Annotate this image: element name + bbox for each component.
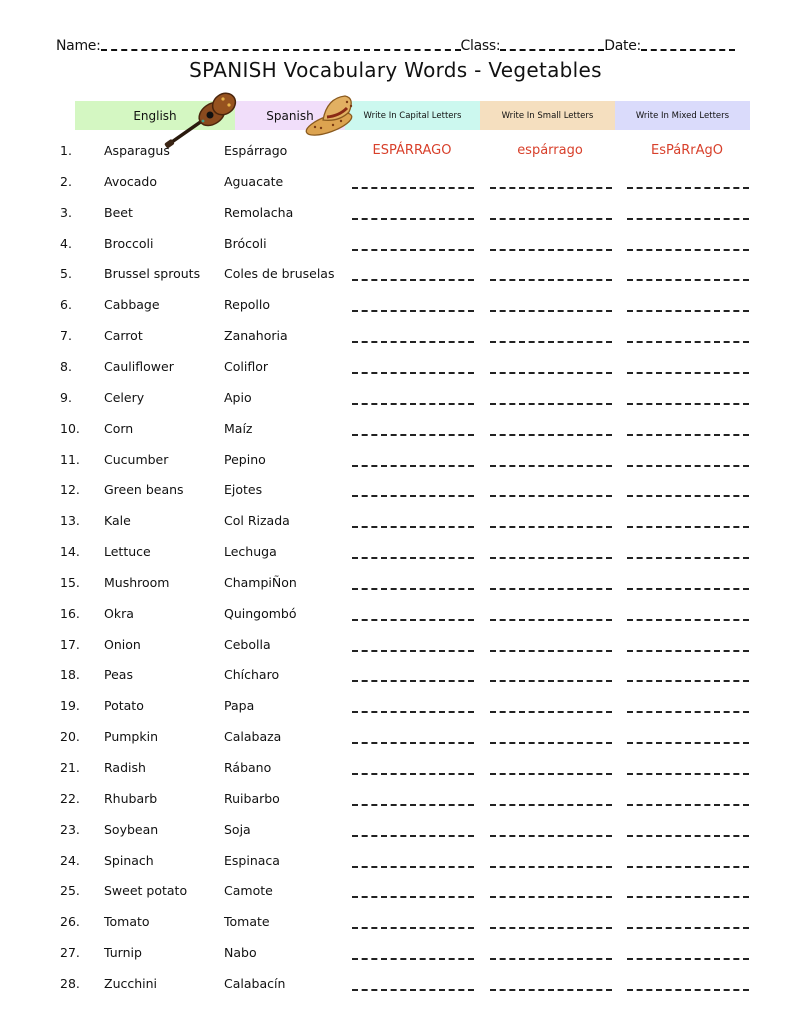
example-small: espárrago xyxy=(517,143,583,158)
vocab-row xyxy=(0,970,791,1000)
row-number: 14. xyxy=(60,544,80,560)
spanish-word: Rábano xyxy=(224,760,272,775)
english-word: Rhubarb xyxy=(104,790,158,806)
spanish-word: Tomate xyxy=(224,914,270,930)
mixed-answer-blank[interactable] xyxy=(627,279,749,281)
mixed-answer-blank[interactable] xyxy=(627,434,749,436)
capital-answer-blank[interactable] xyxy=(352,557,474,559)
english-word: Avocado xyxy=(104,173,157,189)
mixed-answer-blank[interactable] xyxy=(627,619,749,621)
english-word: Soybean xyxy=(104,821,159,837)
header-spanish: Spanish xyxy=(235,101,345,130)
header-small: Write In Small Letters xyxy=(480,101,615,130)
row-number: 13. xyxy=(60,513,80,529)
row-number: 18. xyxy=(60,667,80,683)
english-word: Cauliflower xyxy=(104,358,174,374)
row-number: 11. xyxy=(60,451,80,467)
vocab-row xyxy=(0,415,791,445)
vocab-row xyxy=(0,877,791,907)
vocab-row xyxy=(0,168,791,198)
small-answer-blank[interactable] xyxy=(490,896,612,898)
mixed-answer-blank[interactable] xyxy=(627,187,749,189)
class-label: Class: xyxy=(460,38,501,54)
row-number: 21. xyxy=(60,760,80,775)
small-answer-blank[interactable] xyxy=(490,773,612,775)
capital-answer-blank[interactable] xyxy=(352,804,474,806)
small-answer-blank[interactable] xyxy=(490,403,612,405)
capital-answer-blank[interactable] xyxy=(352,434,474,436)
spanish-word: Col Rizada xyxy=(224,513,290,529)
mixed-answer-blank[interactable] xyxy=(627,310,749,312)
vocab-row xyxy=(0,785,791,815)
vocab-row xyxy=(0,600,791,630)
english-word: Turnip xyxy=(104,945,142,961)
row-number: 23. xyxy=(60,821,80,837)
spanish-word: Calabaza xyxy=(224,729,282,745)
capital-answer-blank[interactable] xyxy=(352,495,474,497)
english-word: Peas xyxy=(104,667,133,683)
english-word: Lettuce xyxy=(104,544,151,560)
spanish-word: ChampiÑon xyxy=(224,574,297,590)
capital-answer-blank[interactable] xyxy=(352,989,474,991)
english-word: Okra xyxy=(104,605,134,621)
mixed-answer-blank[interactable] xyxy=(627,958,749,960)
small-answer-blank[interactable] xyxy=(490,989,612,991)
english-word: Onion xyxy=(104,636,141,652)
small-answer-blank[interactable] xyxy=(490,526,612,528)
english-word: Carrot xyxy=(104,328,143,344)
capital-answer-blank[interactable] xyxy=(352,249,474,251)
vocab-row xyxy=(0,446,791,476)
small-answer-blank[interactable] xyxy=(490,866,612,868)
name-label: Name: xyxy=(56,38,101,54)
vocab-row xyxy=(0,137,791,167)
capital-answer-blank[interactable] xyxy=(352,680,474,682)
small-answer-blank[interactable] xyxy=(490,958,612,960)
row-number: 20. xyxy=(60,729,80,745)
mixed-answer-blank[interactable] xyxy=(627,588,749,590)
small-answer-blank[interactable] xyxy=(490,680,612,682)
capital-answer-blank[interactable] xyxy=(352,835,474,837)
vocab-row xyxy=(0,847,791,877)
capital-answer-blank[interactable] xyxy=(352,927,474,929)
spanish-word: Brócoli xyxy=(224,235,267,251)
mixed-answer-blank[interactable] xyxy=(627,927,749,929)
spanish-word: Coles de bruselas xyxy=(224,266,335,282)
english-word: Broccoli xyxy=(104,235,154,251)
header-english: English xyxy=(75,101,235,130)
english-word: Cucumber xyxy=(104,451,169,467)
capital-answer-blank[interactable] xyxy=(352,958,474,960)
english-word: Spinach xyxy=(104,852,154,868)
vocab-row xyxy=(0,816,791,846)
capital-answer-blank[interactable] xyxy=(352,742,474,744)
spanish-word: Coliflor xyxy=(224,358,268,374)
english-word: Radish xyxy=(104,760,146,775)
vocab-row xyxy=(0,661,791,691)
english-word: Mushroom xyxy=(104,574,170,590)
student-info-line xyxy=(56,32,748,54)
row-number: 24. xyxy=(60,852,80,868)
row-number: 16. xyxy=(60,605,80,621)
mixed-answer-blank[interactable] xyxy=(627,557,749,559)
spanish-word: Espinaca xyxy=(224,852,280,868)
example-capital: ESPÁRRAGO xyxy=(372,143,452,158)
vocab-row xyxy=(0,260,791,290)
vocab-row xyxy=(0,538,791,568)
small-answer-blank[interactable] xyxy=(490,495,612,497)
date-label: Date: xyxy=(604,38,641,54)
row-number: 1. xyxy=(60,143,72,158)
spanish-word: Calabacín xyxy=(224,975,286,991)
small-answer-blank[interactable] xyxy=(490,218,612,220)
english-word: Sweet potato xyxy=(104,883,188,899)
small-answer-blank[interactable] xyxy=(490,249,612,251)
small-answer-blank[interactable] xyxy=(490,279,612,281)
english-word: Celery xyxy=(104,389,145,405)
spanish-word: Quingombó xyxy=(224,605,297,621)
mixed-answer-blank[interactable] xyxy=(627,650,749,652)
capital-answer-blank[interactable] xyxy=(352,650,474,652)
capital-answer-blank[interactable] xyxy=(352,619,474,621)
small-answer-blank[interactable] xyxy=(490,588,612,590)
mixed-answer-blank[interactable] xyxy=(627,711,749,713)
spanish-word: Remolacha xyxy=(224,204,294,220)
vocab-row xyxy=(0,230,791,260)
english-word: Potato xyxy=(104,698,144,714)
mixed-answer-blank[interactable] xyxy=(627,773,749,775)
row-number: 9. xyxy=(60,389,72,405)
row-number: 28. xyxy=(60,975,80,991)
row-number: 7. xyxy=(60,328,72,344)
capital-answer-blank[interactable] xyxy=(352,866,474,868)
capital-answer-blank[interactable] xyxy=(352,465,474,467)
mixed-answer-blank[interactable] xyxy=(627,341,749,343)
english-word: Brussel sprouts xyxy=(104,266,201,282)
english-word: Beet xyxy=(104,204,133,220)
page-title: SPANISH Vocabulary Words - Vegetables xyxy=(189,58,602,82)
capital-answer-blank[interactable] xyxy=(352,773,474,775)
capital-answer-blank[interactable] xyxy=(352,341,474,343)
spanish-word: Ejotes xyxy=(224,482,263,498)
vocab-row xyxy=(0,631,791,661)
row-number: 4. xyxy=(60,235,72,251)
vocab-row xyxy=(0,291,791,321)
vocab-row xyxy=(0,322,791,352)
mixed-answer-blank[interactable] xyxy=(627,896,749,898)
capital-answer-blank[interactable] xyxy=(352,896,474,898)
spanish-word: Ruibarbo xyxy=(224,790,280,806)
small-answer-blank[interactable] xyxy=(490,804,612,806)
vocab-row xyxy=(0,569,791,599)
mixed-answer-blank[interactable] xyxy=(627,372,749,374)
row-number: 25. xyxy=(60,883,80,899)
capital-answer-blank[interactable] xyxy=(352,526,474,528)
row-number: 12. xyxy=(60,482,80,498)
spanish-word: Nabo xyxy=(224,945,257,961)
capital-answer-blank[interactable] xyxy=(352,218,474,220)
vocab-row xyxy=(0,939,791,969)
spanish-word: Pepino xyxy=(224,451,266,467)
example-mixed: EsPáRrAgO xyxy=(651,143,723,158)
row-number: 2. xyxy=(60,173,72,189)
vocab-row xyxy=(0,199,791,229)
row-number: 26. xyxy=(60,914,80,930)
mixed-answer-blank[interactable] xyxy=(627,989,749,991)
vocab-row xyxy=(0,692,791,722)
english-word: Asparagus xyxy=(104,143,170,158)
small-answer-blank[interactable] xyxy=(490,650,612,652)
mixed-answer-blank[interactable] xyxy=(627,742,749,744)
vocab-row xyxy=(0,476,791,506)
small-answer-blank[interactable] xyxy=(490,927,612,929)
row-number: 8. xyxy=(60,358,72,374)
small-answer-blank[interactable] xyxy=(490,711,612,713)
mixed-answer-blank[interactable] xyxy=(627,218,749,220)
row-number: 15. xyxy=(60,574,80,590)
mixed-answer-blank[interactable] xyxy=(627,249,749,251)
vocab-row xyxy=(0,353,791,383)
vocab-row xyxy=(0,723,791,753)
capital-answer-blank[interactable] xyxy=(352,711,474,713)
mixed-answer-blank[interactable] xyxy=(627,495,749,497)
class-field[interactable] xyxy=(500,35,604,51)
spanish-word: Espárrago xyxy=(224,143,288,158)
name-field[interactable] xyxy=(101,35,461,51)
spanish-word: Papa xyxy=(224,698,255,714)
small-answer-blank[interactable] xyxy=(490,557,612,559)
spanish-word: Camote xyxy=(224,883,273,899)
small-answer-blank[interactable] xyxy=(490,619,612,621)
small-answer-blank[interactable] xyxy=(490,434,612,436)
vocab-row xyxy=(0,507,791,537)
spanish-word: Maíz xyxy=(224,420,253,436)
spanish-word: Soja xyxy=(224,821,251,837)
mixed-answer-blank[interactable] xyxy=(627,526,749,528)
spanish-word: Repollo xyxy=(224,297,270,313)
small-answer-blank[interactable] xyxy=(490,835,612,837)
vocab-row xyxy=(0,908,791,938)
spanish-word: Aguacate xyxy=(224,173,284,189)
date-field[interactable] xyxy=(641,35,735,51)
spanish-word: Chícharo xyxy=(224,667,280,683)
english-word: Corn xyxy=(104,420,134,436)
row-number: 3. xyxy=(60,204,72,220)
small-answer-blank[interactable] xyxy=(490,341,612,343)
capital-answer-blank[interactable] xyxy=(352,372,474,374)
row-number: 27. xyxy=(60,945,80,961)
spanish-word: Zanahoria xyxy=(224,328,288,344)
mixed-answer-blank[interactable] xyxy=(627,465,749,467)
capital-answer-blank[interactable] xyxy=(352,588,474,590)
english-word: Zucchini xyxy=(104,975,158,991)
vocab-row xyxy=(0,754,791,784)
english-word: Kale xyxy=(104,513,131,529)
spanish-word: Cebolla xyxy=(224,636,271,652)
spanish-word: Apio xyxy=(224,389,252,405)
row-number: 22. xyxy=(60,790,80,806)
capital-answer-blank[interactable] xyxy=(352,403,474,405)
english-word: Cabbage xyxy=(104,297,160,313)
small-answer-blank[interactable] xyxy=(490,372,612,374)
row-number: 19. xyxy=(60,698,80,714)
mixed-answer-blank[interactable] xyxy=(627,835,749,837)
mixed-answer-blank[interactable] xyxy=(627,804,749,806)
spanish-word: Lechuga xyxy=(224,544,277,560)
english-word: Green beans xyxy=(104,482,184,498)
small-answer-blank[interactable] xyxy=(490,187,612,189)
capital-answer-blank[interactable] xyxy=(352,310,474,312)
row-number: 5. xyxy=(60,266,72,282)
mixed-answer-blank[interactable] xyxy=(627,680,749,682)
small-answer-blank[interactable] xyxy=(490,465,612,467)
small-answer-blank[interactable] xyxy=(490,310,612,312)
sombrero-icon xyxy=(303,92,361,136)
vocab-row xyxy=(0,384,791,414)
capital-answer-blank[interactable] xyxy=(352,187,474,189)
header-mixed: Write In Mixed Letters xyxy=(615,101,750,130)
english-word: Pumpkin xyxy=(104,729,158,745)
mixed-answer-blank[interactable] xyxy=(627,403,749,405)
small-answer-blank[interactable] xyxy=(490,742,612,744)
header-capital: Write In Capital Letters xyxy=(345,101,480,130)
row-number: 6. xyxy=(60,297,72,313)
row-number: 10. xyxy=(60,420,80,436)
english-word: Tomato xyxy=(104,914,150,930)
mixed-answer-blank[interactable] xyxy=(627,866,749,868)
row-number: 17. xyxy=(60,636,80,652)
capital-answer-blank[interactable] xyxy=(352,279,474,281)
